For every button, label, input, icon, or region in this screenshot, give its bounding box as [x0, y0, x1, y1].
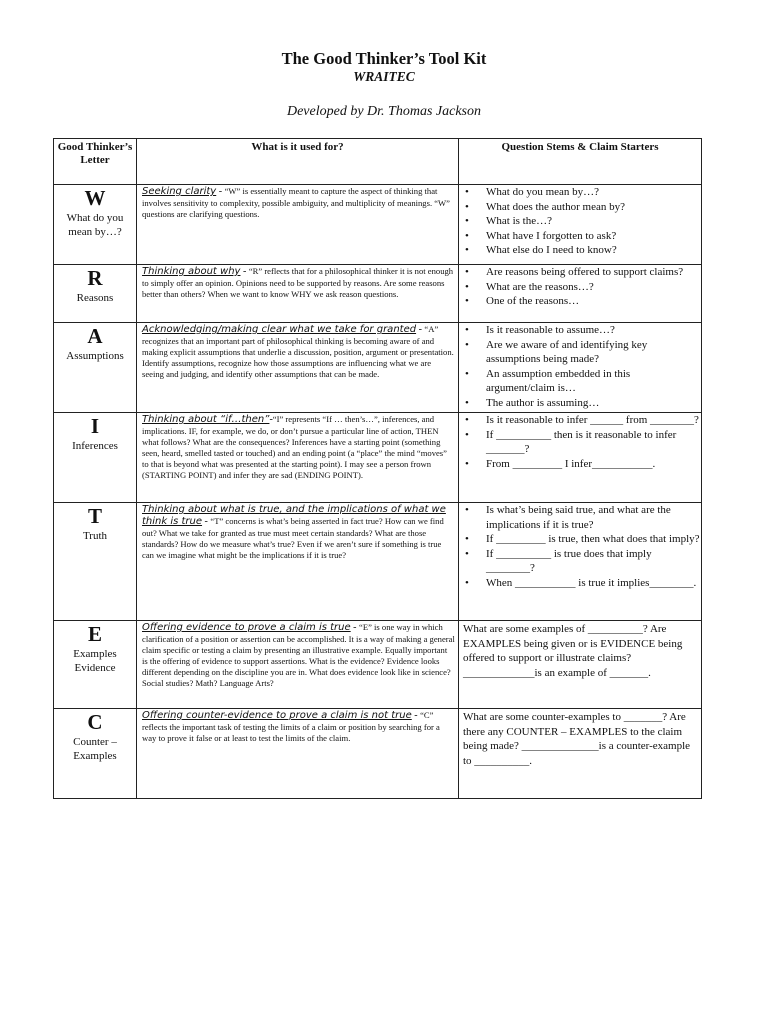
letter-cell [54, 413, 137, 503]
letter: I [90, 414, 100, 438]
letter-cell [54, 503, 137, 621]
page-subtitle: WRAITEC [353, 69, 415, 84]
list-item: • An assumption embedded in this argument/claim is… [465, 367, 631, 394]
description-text: “W” is essentially meant to capture the aspect of thinking that involves sensitivity to complexity, possible ambiguity, and multiplicity of meanings. “W” questions are clarifying questions. [142, 186, 450, 220]
description-cell: Thinking about why - “R” reflects that for a philosophical thinker it is not enough to simply offer an opinion. Opinions need to be supported by reasons. Are some reasons better than others? When we want to know WHY we ask reason questions. [137, 265, 459, 323]
description-text: “A” recognizes that an important part of philosophical thinking is becoming aware of and making explicit assumptions that underlie a discussion, position, argument or presentation. Identify assumptions, recognize how those assumptions are influencing what we are seeing and judging, and identify other assumptions that can be made. [142, 324, 454, 380]
letter-name: Counter – Examples [73, 736, 117, 762]
description-cell: Offering evidence to prove a claim is true - “E” is one way in which clarification of a position or assertion can be accomplished. It is a way of making a general claim specific or testing a claim by presenting an illustrative example. Equally important is the offering of evidence to support assertions. What is the evidence? Evidence looks different depending on the discipline you are in. What does evidence look like in science? Social studies? Math? Language Arts? [137, 621, 459, 709]
list-item: • What are the reasons…? [465, 280, 594, 293]
description-lead: Thinking about what is true, and the implications of what we think is true [142, 504, 446, 527]
stems-cell [459, 323, 702, 413]
header-question-stems: Question Stems & Claim Starters [459, 139, 702, 185]
description-lead: Thinking about “if…then” [142, 414, 270, 425]
list-item: • If __________ is true does that imply ________? [465, 547, 652, 574]
list-item: • The author is assuming… [465, 396, 600, 409]
description-lead: Offering evidence to prove a claim is true [142, 622, 351, 633]
letter: R [87, 266, 103, 290]
letter: E [87, 622, 102, 646]
stems-list [459, 265, 701, 309]
list-item: • Is it reasonable to infer ______ from ________? [465, 414, 699, 426]
developer-credit: Developed by Dr. Thomas Jackson [286, 104, 481, 119]
letter-cell [54, 709, 137, 799]
description-lead: Offering counter-evidence to prove a claim is not true [142, 710, 412, 721]
letter-name: What do you mean by…? [66, 212, 124, 238]
description-text: “I” represents “If … then’s…”, inferences, and implications. IF, for example, we do, or don’t pursue a particular line of action, THEN what follows? What are the consequences? Inferences have a starting point (something seen, heard, smelled tasted or touched) and an ending point (a “place” the mind “moves” to that is beyond what was presented at the starting point). I may see a person frown (STARTING POINT) and infer they are sad (ENDING POINT). [142, 414, 447, 481]
letter-cell [54, 323, 137, 413]
description-cell: Thinking about what is true, and the implications of what we think is true - “T” concerns is what’s being asserted in fact true? How can we find out? What we take for granted as true must meet certain standards? What are those standards? How do we measure what’s true? Even if we aren’t sure if something is true can we imagine what might be the implications if it is true? [137, 503, 459, 621]
list-item: • Is what’s being said true, and what are the implications if it is true? [465, 504, 671, 531]
header-used-for: What is it used for? [137, 139, 459, 185]
header-letter: Good Thinker’s Letter [54, 139, 137, 185]
letter-cell [54, 621, 137, 709]
letter-name: Inferences [72, 440, 118, 452]
list-item: • When ___________ is true it implies________. [465, 576, 697, 589]
letter-name: Reasons [76, 292, 114, 304]
stems-cell: What are some examples of __________? Are EXAMPLES being given or is EVIDENCE being offered to support or illustrate claims? _____________is an example of _______. [459, 621, 702, 709]
description-text: “R” reflects that for a philosophical thinker it is not enough to simply offer an opinion. Opinions need to be supported by reasons. Are some reasons better than others? When we want to know WHY we ask reason questions. [142, 266, 454, 300]
letter-name: Truth [82, 530, 108, 542]
description-text: “C” reflects the important task of testing the limits of a claim or position by searching for a way to prove it false or at least to test the limits of the claim. [142, 710, 440, 744]
stems-cell [459, 185, 702, 265]
letter-name: Assumptions [66, 350, 124, 362]
list-item: • Are reasons being offered to support claims? [465, 266, 684, 278]
description-lead: Acknowledging/making clear what we take for granted [142, 324, 417, 335]
letter-name: Examples Evidence [73, 648, 117, 674]
stems-list [459, 323, 701, 410]
list-item: • What does the author mean by? [465, 200, 625, 213]
stems-list [459, 503, 701, 590]
description-lead: Seeking clarity [142, 186, 217, 197]
letter: W [84, 186, 106, 210]
list-item: • One of the reasons… [465, 295, 580, 307]
list-item: • What have I forgotten to ask? [465, 229, 617, 242]
table-row [54, 265, 702, 323]
stems-list [459, 185, 701, 258]
description-cell: Offering counter-evidence to prove a claim is not true - “C” reflects the important task of testing the limits of a claim or position by searching for a way to prove it false or at least to test the limits of the claim. [137, 709, 459, 799]
letter-cell [54, 185, 137, 265]
table-row [54, 413, 702, 503]
table-row [54, 323, 702, 413]
toolkit-table [53, 138, 702, 799]
list-item: • If _________ is true, then what does that imply? [465, 533, 700, 545]
list-item: • What do you mean by…? [465, 186, 600, 198]
table-row [54, 503, 702, 621]
description-cell: Thinking about “if…then”-“I” represents “If … then’s…”, inferences, and implications. IF, for example, we do, or don’t pursue a particular line of action, THEN what follows? What are the consequences? Inferences have a starting point (something seen, heard, smelled tasted or touched) and an ending point (a “place” the mind “moves” to that is beyond what was presented at the starting point). I may see a person frown (STARTING POINT) and infer they are sad (ENDING POINT). [137, 413, 459, 503]
description-lead: Thinking about why [142, 266, 241, 277]
list-item: • What is the…? [465, 215, 552, 227]
list-item: • Is it reasonable to assume…? [465, 324, 615, 336]
list-item: • What else do I need to know? [465, 244, 617, 256]
letter: T [87, 504, 102, 528]
table-row [54, 709, 702, 799]
stems-cell: What are some counter-examples to _______? Are there any COUNTER – EXAMPLES to the claim being made? ______________is a counter-example to __________. [459, 709, 702, 799]
table-row [54, 621, 702, 709]
stems-cell [459, 503, 702, 621]
stems-cell [459, 413, 702, 503]
description-cell: Seeking clarity - “W” is essentially meant to capture the aspect of thinking that involves sensitivity to complexity, possible ambiguity, and multiplicity of meanings. “W” questions are clarifying questions. [137, 185, 459, 265]
list-item: • From _________ I infer___________. [465, 457, 656, 470]
stems-list [459, 413, 701, 471]
description-cell: Acknowledging/making clear what we take for granted - “A” recognizes that an important part of philosophical thinking is becoming aware of and making explicit assumptions that underlie a discussion, position, argument or presentation. Identify assumptions, recognize how those assumptions are influencing what we are seeing and judging, and identify other assumptions that can be made. [137, 323, 459, 413]
description-text: “E” is one way in which clarification of a position or assertion can be accomplished. It is a way of making a general claim specific or testing a claim by presenting an illustrative example. Equally important is the offering of evidence to support assertions. What is the evidence? Evidence looks different depending on the discipline you are in. What does evidence look like in science? Social studies? Math? Language Arts? [142, 622, 455, 689]
stems-cell [459, 265, 702, 323]
description-text: “T” concerns is what’s being asserted in fact true? How can we find out? What we take for granted as true must meet certain standards? What are those standards? How do we measure what’s true? Even if we aren’t sure if something is true can we imagine what might be the implications if it is true? [142, 516, 444, 561]
table-header-row [54, 139, 702, 185]
letter-cell [54, 265, 137, 323]
letter: C [87, 710, 103, 734]
letter: A [87, 324, 103, 348]
list-item: • If __________ then is it reasonable to infer _______? [465, 428, 677, 455]
list-item: • Are we aware of and identifying key assumptions being made? [465, 338, 648, 365]
table-row [54, 185, 702, 265]
page-title: The Good Thinker’s Tool Kit [281, 49, 487, 68]
